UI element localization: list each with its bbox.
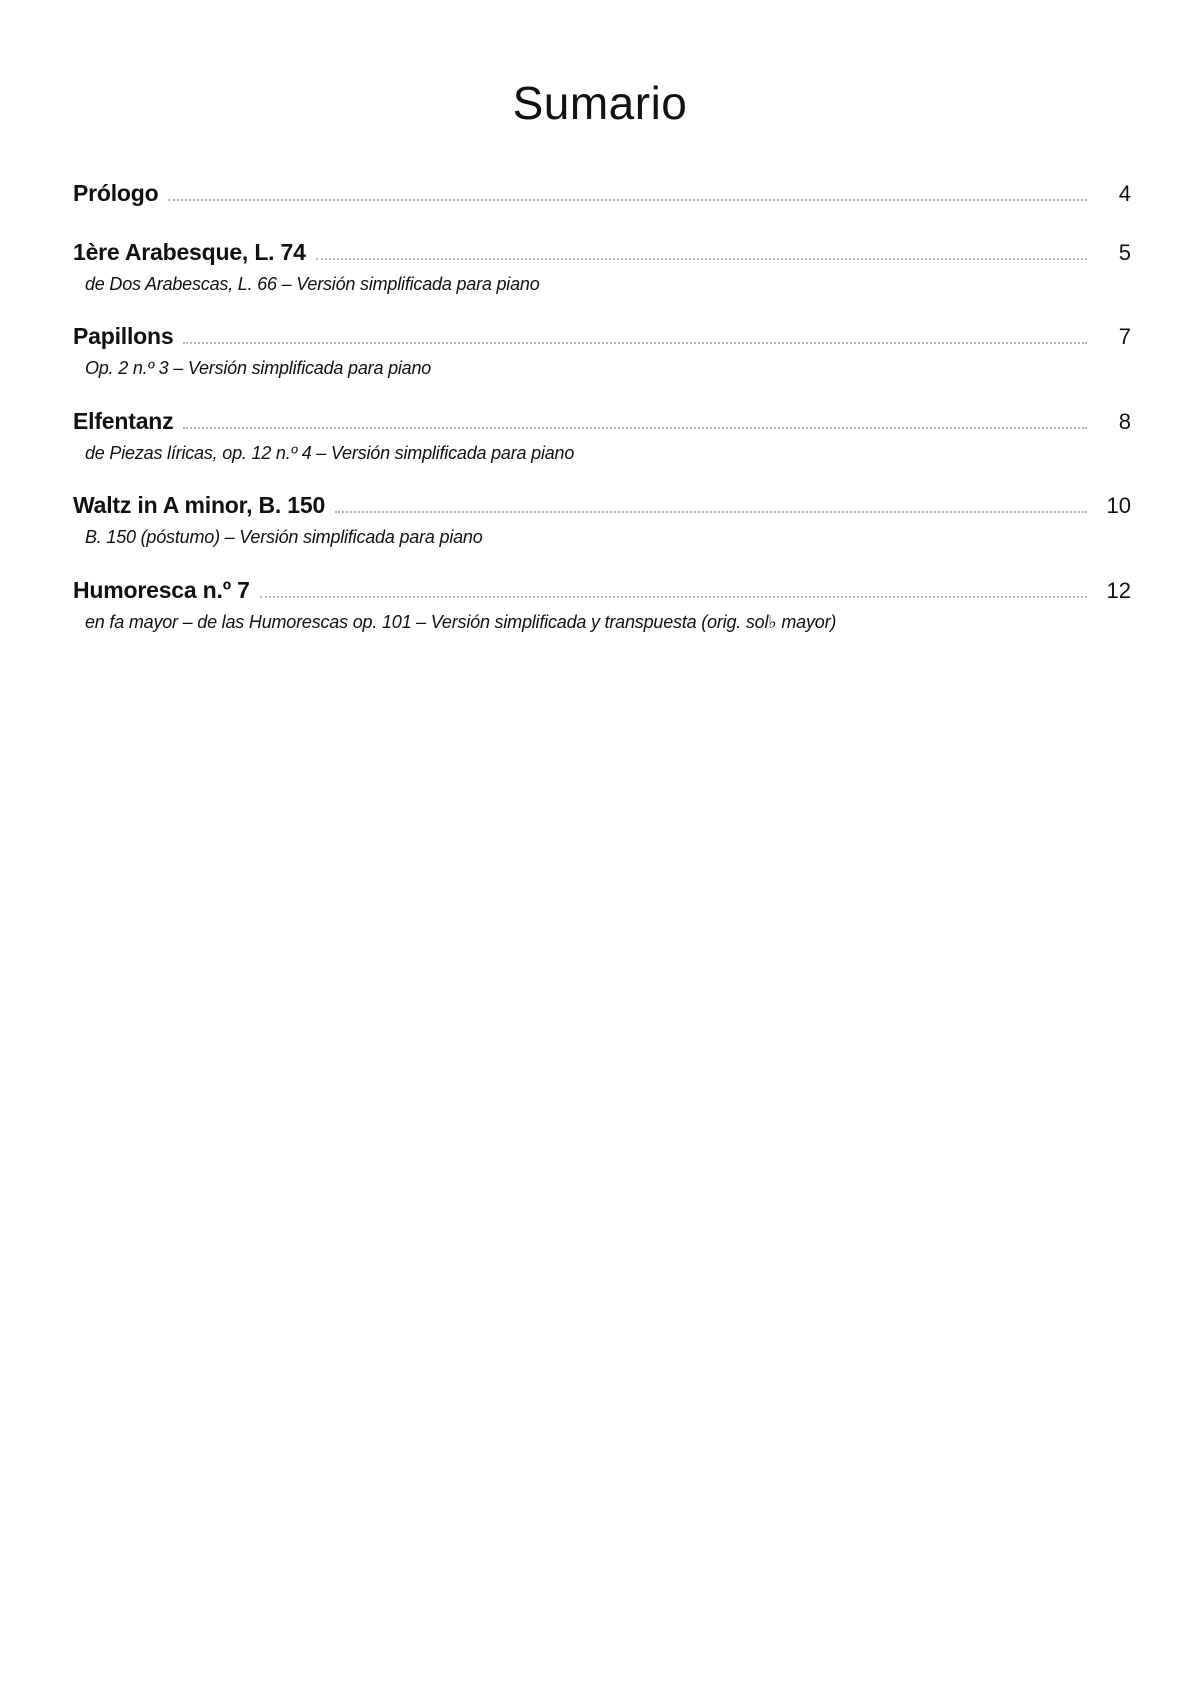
page-title: Sumario [512, 77, 688, 129]
toc-page-number: 7 [1118, 324, 1131, 350]
toc-entry-title: Waltz in A minor, B. 150 [73, 492, 326, 519]
toc-page-number: 4 [1118, 181, 1131, 206]
toc-entry-title: Humoresca n.º 7 [73, 576, 250, 603]
toc-entry-subtitle: en fa mayor – de las Humorescas op. 101 – Versión simplificada y transpuesta (orig. sol♭ mayor) [85, 611, 837, 632]
toc-page-number: 5 [1118, 240, 1131, 265]
toc-line [73, 180, 1131, 212]
toc-entry-humoresca[interactable] [73, 577, 1131, 634]
toc-entry-papillons[interactable] [73, 323, 1131, 380]
table-of-contents [73, 180, 1131, 661]
toc-page-number: 12 [1106, 577, 1131, 603]
toc-entry-subtitle: B. 150 (póstumo) – Versión simplificada para piano [85, 527, 483, 548]
dot-leader [260, 596, 1087, 598]
toc-entry-prologo[interactable] [73, 180, 1131, 212]
dot-leader [335, 511, 1087, 513]
toc-line [73, 577, 1131, 609]
toc-entry-arabesque[interactable] [73, 239, 1131, 296]
toc-line [73, 408, 1131, 440]
toc-entry-title: Prólogo [73, 180, 159, 206]
toc-entry-title: Elfentanz [73, 407, 174, 434]
toc-entry-subtitle: de Dos Arabescas, L. 66 – Versión simplificada para piano [85, 274, 540, 294]
dot-leader [183, 427, 1087, 429]
toc-entry-subtitle: Op. 2 n.º 3 – Versión simplificada para piano [85, 358, 432, 379]
toc-entry-title: 1ère Arabesque, L. 74 [73, 239, 306, 265]
toc-entry-subtitle: de Piezas líricas, op. 12 n.º 4 – Versión simplificada para piano [85, 442, 575, 463]
dot-leader [316, 258, 1087, 260]
toc-entry-waltz[interactable] [73, 492, 1131, 549]
toc-line [73, 492, 1131, 524]
toc-line [73, 239, 1131, 271]
dot-leader [168, 199, 1087, 201]
toc-entry-elfentanz[interactable] [73, 408, 1131, 465]
dot-leader [183, 342, 1087, 344]
toc-page-number: 10 [1106, 493, 1131, 519]
toc-page-number: 8 [1118, 408, 1131, 434]
toc-line [73, 323, 1131, 355]
toc-entry-title: Papillons [73, 323, 174, 350]
